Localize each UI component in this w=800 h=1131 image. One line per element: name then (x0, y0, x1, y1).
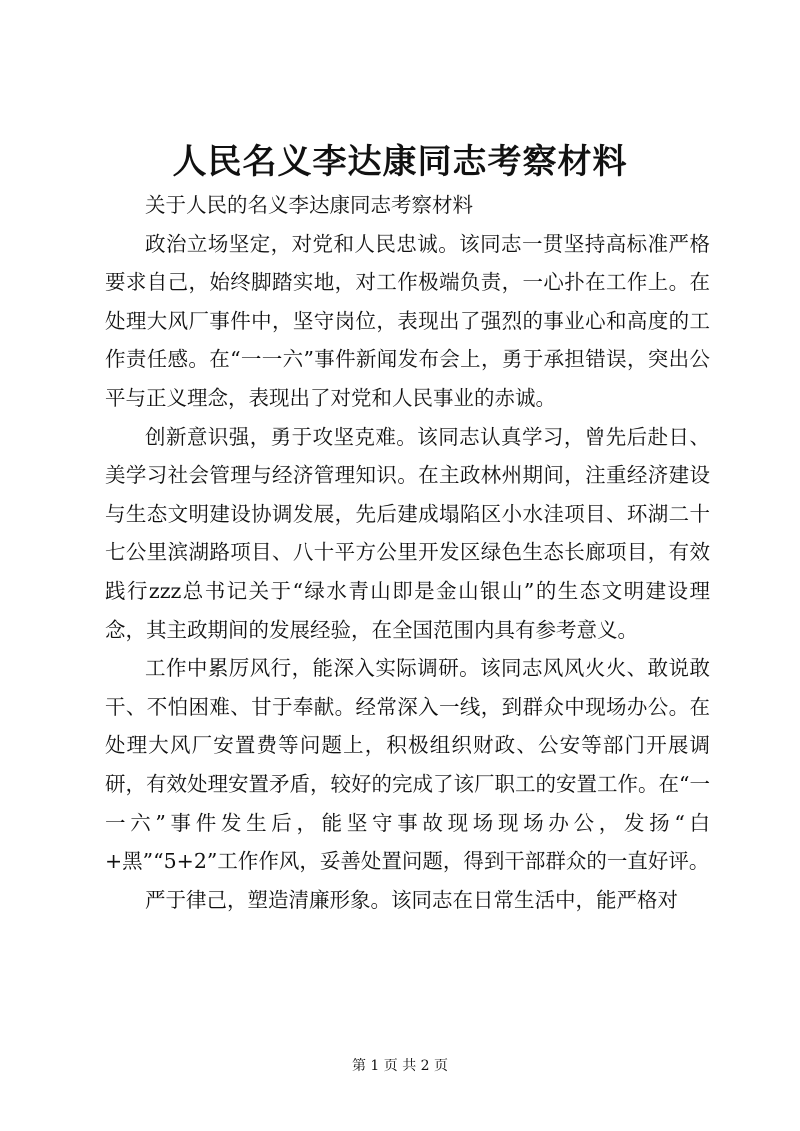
page-footer: 第 1 页 共 2 页 (351, 1058, 449, 1074)
document-title: 人民名义李达康同志考察材料 (172, 142, 628, 182)
document-body (105, 186, 710, 919)
paragraph-political-stance: 政治立场坚定，对党和人民忠诚。该同志一贯坚持高标准严格要求自己，始终脚踏实地，对工作极端负责，一心扑在工作上。在处理大风厂事件中，坚守岗位，表现出了强烈的事业心和高度的工作责任感。在“一一六”事件新闻发布会上，勇于承担错误，突出公平与正义理念，表现出了对党和人民事业的赤诚。 (105, 231, 710, 410)
document-subtitle: 关于人民的名义李达康同志考察材料 (145, 193, 473, 217)
paragraph-self-discipline: 严于律己，塑造清廉形象。该同志在日常生活中，能严格对 (145, 887, 678, 912)
paragraph-innovation: 创新意识强，勇于攻坚克难。该同志认真学习，曾先后赴日、美学习社会管理与经济管理知识。在主政林州期间，注重经济建设与生态文明建设协调发展，先后建成塌陷区小水洼项目、环湖二十七公里滨湖路项目、八十平方公里开发区绿色生态长廊项目，有效践行zzz总书记关于“绿水青山即是金山银山”的生态文明建设理念，其主政期间的发展经验，在全国范围内具有参考意义。 (105, 424, 710, 642)
paragraph-work-style: 工作中累厉风行，能深入实际调研。该同志风风火火、敢说敢干、不怕困难、甘于奉献。经常深入一线，到群众中现场办公。在处理大风厂安置费等问题上，积极组织财政、公安等部门开展调研，有效处理安置矛盾，较好的完成了该厂职工的安置工作。在“一一六”事件发生后，能坚守事故现场现场办公，发扬“白+黑”“5+2”工作作风，妥善处置问题，得到干部群众的一直好评。 (105, 656, 710, 874)
